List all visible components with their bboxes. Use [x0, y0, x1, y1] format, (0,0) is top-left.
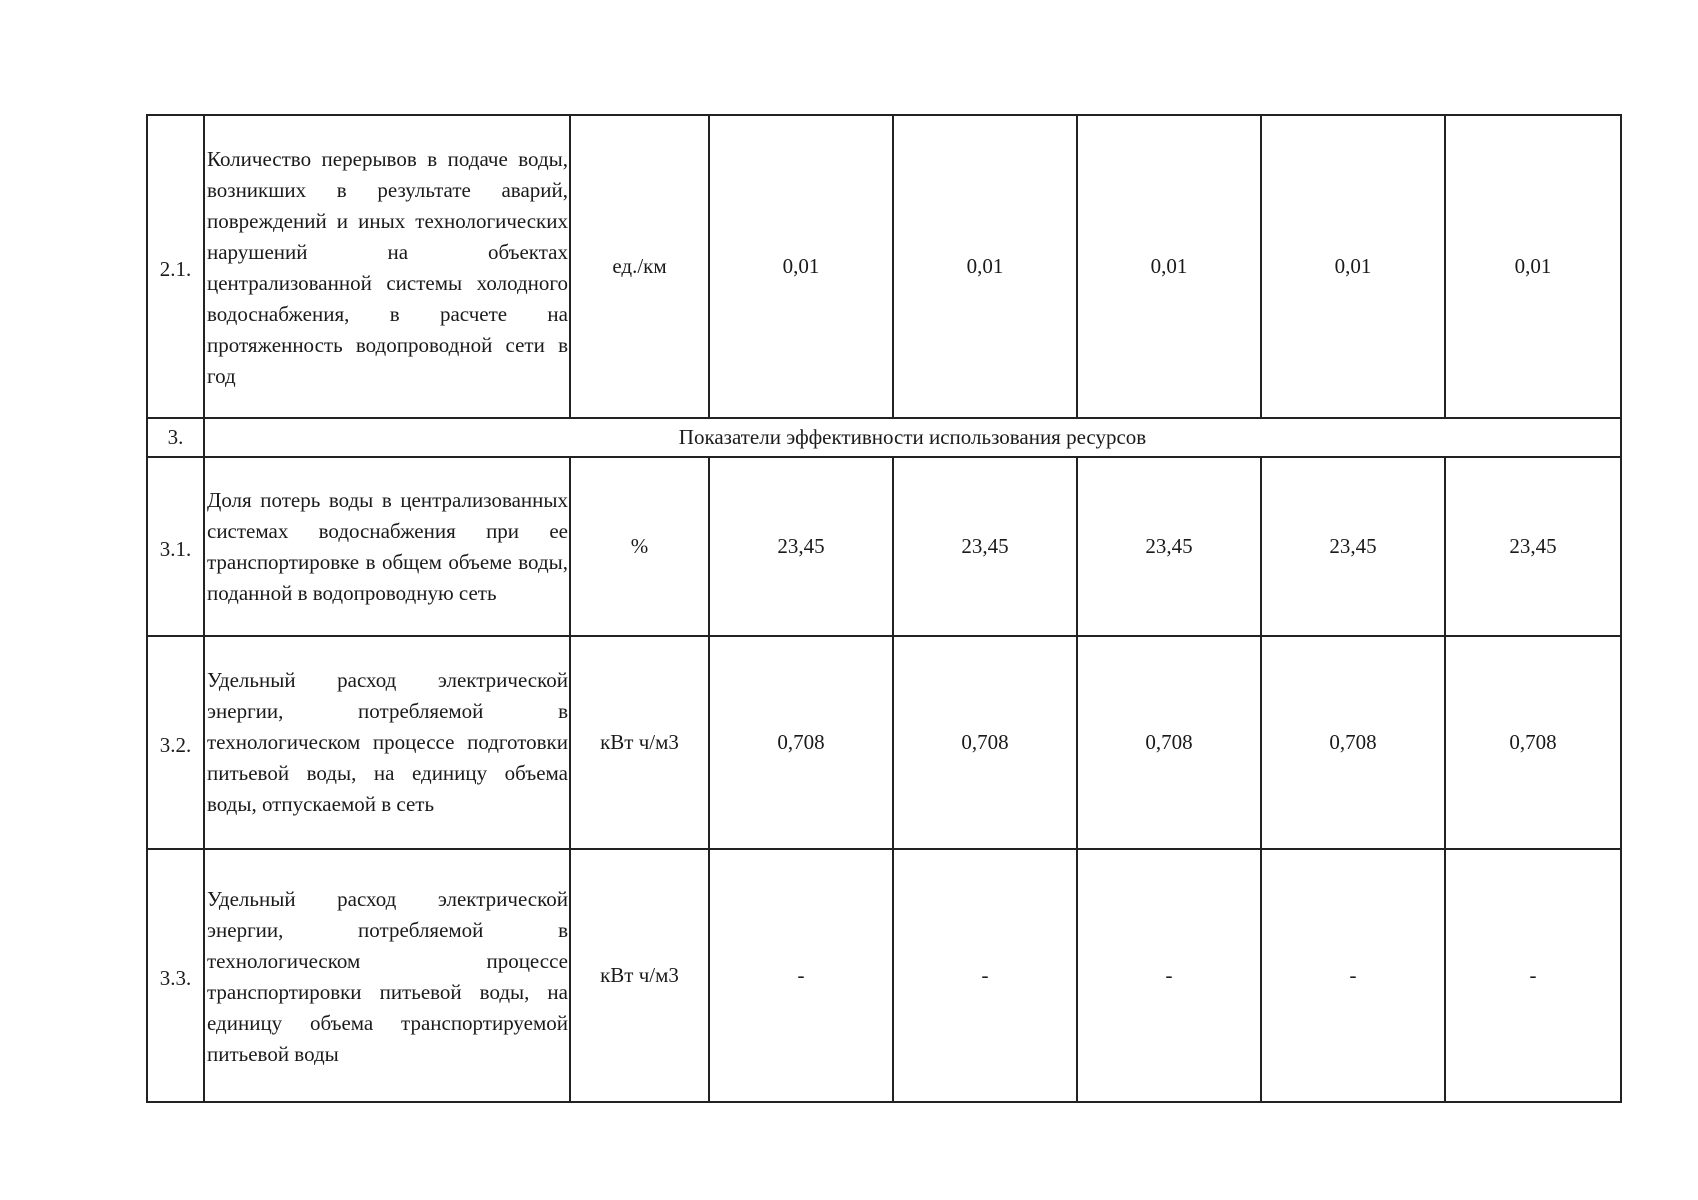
table-row — [147, 849, 1621, 1102]
value-cell: 0,01 — [1077, 115, 1261, 418]
value-cell: - — [1077, 849, 1261, 1102]
value-cell: 23,45 — [1077, 457, 1261, 636]
value-cell: 0,01 — [1261, 115, 1445, 418]
value-cell: 0,708 — [1077, 636, 1261, 849]
indicator-description: Удельный расход электрической энергии, потребляемой в технологическом процессе подготовки питьевой воды, на единицу объема воды, отпускаемой в сеть — [204, 636, 570, 849]
value-cell: 0,01 — [1445, 115, 1621, 418]
value-cell: 0,01 — [709, 115, 893, 418]
value-cell: 23,45 — [893, 457, 1077, 636]
table-row — [147, 115, 1621, 418]
row-number: 3.1. — [147, 457, 204, 636]
indicator-description: Удельный расход электрической энергии, потребляемой в технологическом процессе транспортировки питьевой воды, на единицу объема транспортируемой питьевой воды — [204, 849, 570, 1102]
row-number: 3.3. — [147, 849, 204, 1102]
unit-cell: % — [570, 457, 709, 636]
row-number: 3.2. — [147, 636, 204, 849]
value-cell: - — [1261, 849, 1445, 1102]
unit-cell: кВт ч/м3 — [570, 636, 709, 849]
section-title: Показатели эффективности использования ресурсов — [204, 418, 1621, 457]
unit-cell: ед./км — [570, 115, 709, 418]
value-cell: 0,708 — [709, 636, 893, 849]
section-row — [147, 418, 1621, 457]
value-cell: 23,45 — [1261, 457, 1445, 636]
value-cell: 0,01 — [893, 115, 1077, 418]
value-cell: 0,708 — [1445, 636, 1621, 849]
table-row — [147, 636, 1621, 849]
indicators-table — [146, 114, 1622, 1103]
value-cell: 0,708 — [893, 636, 1077, 849]
table-row — [147, 457, 1621, 636]
row-number: 2.1. — [147, 115, 204, 418]
indicator-description: Количество перерывов в подаче воды, возникших в результате аварий, повреждений и иных технологических нарушений на объектах централизованной системы холодного водоснабжения, в расчете на протяженность водопроводной сети в год — [204, 115, 570, 418]
value-cell: - — [709, 849, 893, 1102]
value-cell: - — [1445, 849, 1621, 1102]
value-cell: 0,708 — [1261, 636, 1445, 849]
value-cell: 23,45 — [1445, 457, 1621, 636]
indicator-description: Доля потерь воды в централизованных системах водоснабжения при ее транспортировке в общем объеме воды, поданной в водопроводную сеть — [204, 457, 570, 636]
section-number: 3. — [147, 418, 204, 457]
unit-cell: кВт ч/м3 — [570, 849, 709, 1102]
value-cell: 23,45 — [709, 457, 893, 636]
value-cell: - — [893, 849, 1077, 1102]
